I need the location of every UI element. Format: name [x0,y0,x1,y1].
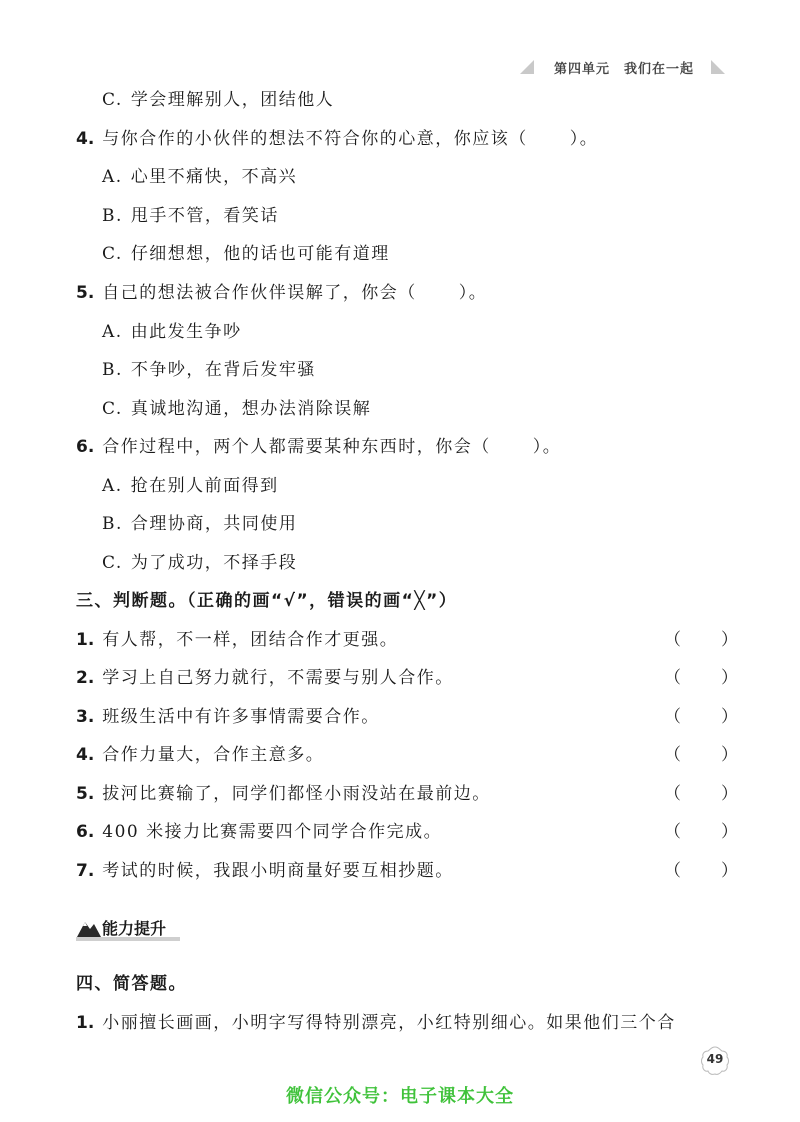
item-text: 合作力量大，合作主意多。 [102,745,325,765]
judge-answer-4[interactable] [664,743,738,767]
item-text: 有人帮，不一样，团结合作才更强。 [102,630,399,650]
item-text: 考试的时候，我跟小明商量好要互相抄题。 [102,861,454,881]
paren-open: （ [664,707,681,727]
paren-open: （ [664,822,681,842]
question-6 [76,435,561,459]
option-6b [102,512,297,536]
section-4-title: 四、简答题。 [76,974,187,994]
question-number: 5. [76,283,95,303]
option-text: 仔细想想，他的话也可能有道理 [130,244,390,264]
item-text: 400 米接力比赛需要四个同学合作完成。 [102,822,443,842]
page-number: 49 [706,1052,724,1066]
option-6c [102,551,297,575]
paren-open: （ [664,861,681,881]
judge-item-3 [76,705,380,729]
item-number: 7. [76,861,95,881]
option-text: 合理协商，共同使用 [130,514,298,534]
mountain-icon [76,916,102,938]
item-number: 3. [76,707,95,727]
question-text: 小丽擅长画画，小明字写得特别漂亮，小红特别细心。如果他们三个合 [102,1013,676,1033]
judge-item-1 [76,628,398,652]
question-text: 合作过程中，两个人都需要某种东西时，你会（ [102,437,491,457]
section-3-title: 三、判断题。（正确的画“√”，错误的画“╳”） [76,591,458,611]
option-text: 为了成功，不择手段 [130,553,298,573]
paren-close: ） [721,745,738,765]
option-letter: B. [102,360,123,380]
option-letter: A. [102,167,123,187]
judge-item-7 [76,859,454,883]
item-number: 4. [76,745,95,765]
paren-close: ） [721,668,738,688]
item-text: 拔河比赛输了，同学们都怪小雨没站在最前边。 [102,784,491,804]
option-letter: B. [102,514,123,534]
unit-header [520,58,725,78]
footer-watermark: 微信公众号：电子课本大全 [286,1086,514,1107]
option-letter: A. [102,322,123,342]
paren-open: （ [664,784,681,804]
judge-answer-3[interactable] [664,705,738,729]
paren-close: ） [721,630,738,650]
option-letter: C. [102,399,123,419]
judge-answer-2[interactable] [664,666,738,690]
option-letter: A. [102,476,123,496]
item-number: 5. [76,784,95,804]
judge-item-6 [76,820,442,844]
option-text: 学会理解别人，团结他人 [130,90,335,110]
judge-item-5 [76,782,491,806]
judge-item-4 [76,743,324,767]
paren-close: ） [721,707,738,727]
judge-answer-6[interactable] [664,820,738,844]
question-text: 自己的想法被合作伙伴误解了，你会（ [102,283,417,303]
unit-title: 第四单元 我们在一起 [554,62,695,77]
option-4c [102,242,390,266]
paren-open: （ [664,630,681,650]
option-letter: C. [102,90,123,110]
paren-open: （ [664,745,681,765]
option-text: 不争吵，在背后发牢骚 [130,360,316,380]
paren-open: （ [664,668,681,688]
question-number: 6. [76,437,95,457]
option-4a [102,165,297,189]
option-text: 抢在别人前面得到 [130,476,279,496]
option-letter: C. [102,244,123,264]
page-number-badge [698,1044,732,1078]
option-text: 甩手不管，看笑话 [130,206,279,226]
option-5c [102,397,371,421]
item-text: 学习上自己努力就行，不需要与别人合作。 [102,668,454,688]
item-number: 6. [76,822,95,842]
question-number: 4. [76,129,95,149]
paren-close: ） [721,861,738,881]
option-3c [102,88,334,112]
question-5 [76,281,487,305]
option-letter: B. [102,206,123,226]
item-text: 班级生活中有许多事情需要合作。 [102,707,380,727]
judge-answer-7[interactable] [664,859,738,883]
option-4b [102,204,279,228]
option-5a [102,320,242,344]
option-text: 由此发生争吵 [130,322,242,342]
question-text-end: ）。 [569,129,599,149]
judge-answer-5[interactable] [664,782,738,806]
question-text-end: ）。 [458,283,488,303]
question-text-end: ）。 [532,437,562,457]
paren-close: ） [721,784,738,804]
judge-item-2 [76,666,454,690]
paren-close: ） [721,822,738,842]
judge-answer-1[interactable] [664,628,738,652]
option-5b [102,358,316,382]
triangle-right-icon [711,60,725,74]
question-number: 1. [76,1013,95,1033]
option-6a [102,474,279,498]
option-text: 心里不痛快，不高兴 [130,167,298,187]
option-text: 真诚地沟通，想办法消除误解 [130,399,372,419]
short-answer-1 [76,1011,676,1035]
item-number: 2. [76,668,95,688]
question-4 [76,127,598,151]
ability-label: 能力提升 [102,919,167,938]
question-text: 与你合作的小伙伴的想法不符合你的心意，你应该（ [102,129,528,149]
item-number: 1. [76,630,95,650]
triangle-left-icon [520,60,534,74]
option-letter: C. [102,553,123,573]
